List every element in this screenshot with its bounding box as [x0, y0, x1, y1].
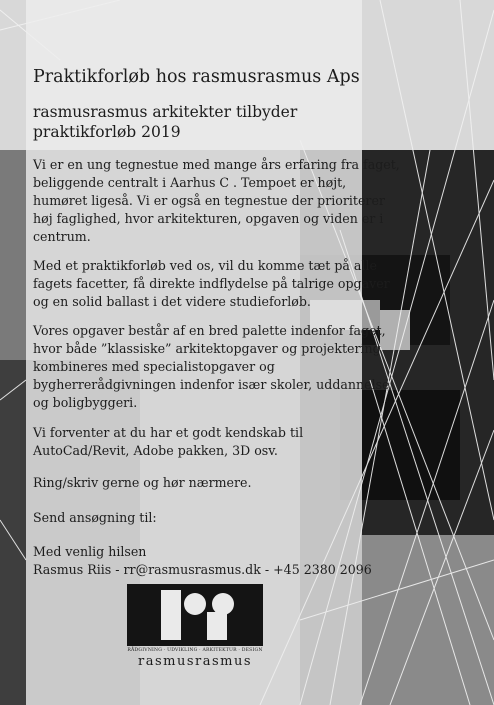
page-subtitle: rasmusrasmus arkitekter tilbyder praktikforløb 2019 — [33, 103, 298, 141]
rr-logo-icon — [127, 584, 263, 646]
page-title: Praktikforløb hos rasmusrasmus Aps — [33, 67, 360, 87]
contact-paragraph: Ring/skriv gerne og hør nærmere. — [33, 475, 252, 490]
logo-wordmark: rasmusrasmus — [137, 654, 252, 669]
internship-paragraph: Med et praktikforløb ved os, vil du komme tæt på alle fagets facetter, få direkte indflydelse på talrige opgaver og en solid ballast i det videre studieforløb. — [33, 258, 390, 309]
application-paragraph: Send ansøgning til: — [33, 510, 157, 525]
signature-paragraph: Med venlig hilsen Rasmus Riis - rr@rasmusrasmus.dk - +45 2380 2096 — [33, 544, 372, 577]
tasks-paragraph: Vores opgaver består af en bred palette indenfor faget, hvor både ”klassiske” arkitektopgaver og projektering kombineres med specialistopgaver og bygherrerådgivningen indenfor især skoler, uddannelse og boligbyggeri. — [33, 323, 390, 410]
intro-paragraph: Vi er en ung tegnestue med mange års erfaring fra faget, beliggende centralt i Aarhus C . Tempoet er højt, humøret ligeså. Vi er også en tegnestue der prioriterer høj faglighed, hvor arkitekturen, opgaven og viden er i centrum. — [33, 157, 400, 244]
company-logo — [126, 584, 264, 669]
logo-tagline: RÅDGIVNING · UDVIKLING · ARKITEKTUR · DESIGN — [127, 648, 263, 653]
requirements-paragraph: Vi forventer at du har et godt kendskab til AutoCad/Revit, Adobe pakken, 3D osv. — [33, 425, 304, 458]
